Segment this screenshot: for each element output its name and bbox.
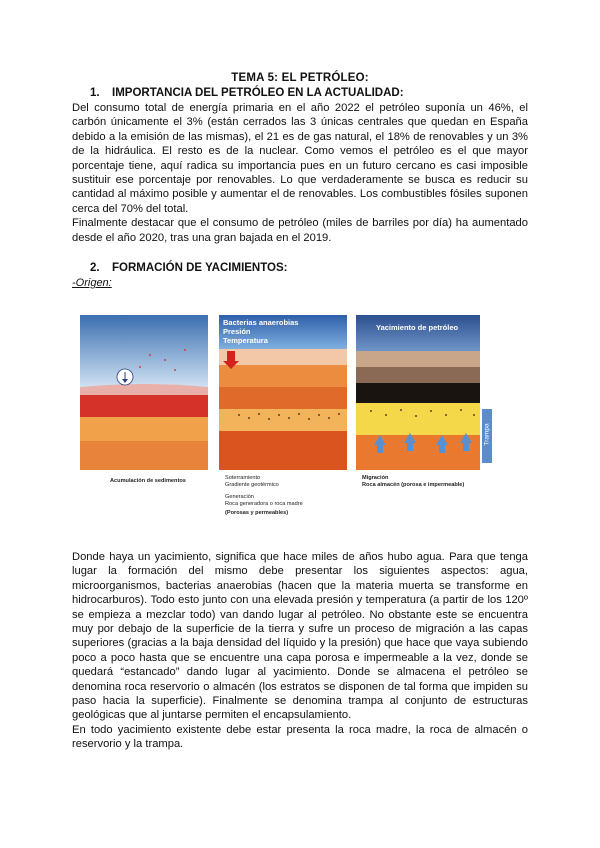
- panel-oil-deposit: [356, 315, 480, 470]
- paragraph-2: Finalmente destacar que el consumo de petróleo (miles de barriles por día) ha aumentado desde el año 2020, tras una gran bajada en el 2019.: [72, 217, 528, 244]
- panel-sediment-accumulation: [80, 315, 208, 470]
- origin-subheading: -Origen:: [72, 277, 112, 289]
- caption-burial-line-4: Generación: [225, 494, 254, 501]
- oil-formation-figure: [80, 315, 492, 527]
- caption-burial-line-5: Roca generadora o roca madre: [225, 500, 303, 507]
- panel-2-title: [223, 318, 298, 345]
- panel-2-title-line-1: Bacterias anaerobias: [223, 318, 299, 327]
- section-1-title: IMPORTANCIA DEL PETRÓLEO EN LA ACTUALIDAD:: [112, 87, 404, 99]
- paragraph-1: Del consumo total de energía primaria en el año 2022 el petróleo suponía un 46%, el carbón únicamente el 3% (están cerrados las 3 únicas centrales que quedan en España debido a la emisión de las mismas), el 21 es de gas natural, el 18% de renovables y un 3% de la hidráulica. El resto es de la nuclear. Como vemos el petróleo es el que mayor porcentaje tiene, aquí radica su importancia pues en un futuro cercano es casi imposible sustituir ese porcentaje por renovables. Lo que verdaderamente se busca es reducir su cantidad al máximo posible y aumentar el de renovables. Los combustibles fósiles suponen cerca del 70% del total.: [72, 102, 528, 215]
- trap-label: Trampa: [483, 423, 491, 446]
- section-2-number: 2.: [90, 262, 100, 274]
- caption-migration: [362, 475, 464, 488]
- caption-migration-line-2: Roca almacén (porosa e impermeable): [362, 481, 465, 488]
- caption-burial: [225, 475, 303, 517]
- caption-burial-line-1: Soterramiento: [225, 475, 261, 481]
- deposit-illustration: [356, 315, 480, 470]
- caption-burial-line-6: (Porosas y permeables): [225, 510, 289, 517]
- caption-sediment: Acumulación de sedimentos: [110, 478, 186, 484]
- paragraph-energy-consumption: [72, 101, 528, 245]
- section-1-heading: [90, 87, 404, 99]
- sediment-illustration: [80, 315, 208, 470]
- caption-burial-line-2: Gradiente geotérmico: [225, 481, 279, 488]
- panel-3-title: Yacimiento de petróleo: [376, 323, 459, 332]
- panel-2-title-line-2: Presión: [223, 327, 251, 336]
- section-2-heading: [90, 262, 288, 274]
- document-title: TEMA 5: EL PETRÓLEO:: [231, 72, 369, 84]
- section-2-title: FORMACIÓN DE YACIMIENTOS:: [112, 262, 288, 274]
- paragraph-formation: [72, 550, 528, 752]
- paragraph-4: En todo yacimiento existente debe estar presenta la roca madre, la roca de almacén o reservorio y la trampa.: [72, 723, 528, 751]
- trap-label-bar: [482, 409, 492, 463]
- panel-burial: [219, 315, 347, 470]
- paragraph-3: Donde haya un yacimiento, significa que hace miles de años hubo agua. Para que tenga lugar la formación del mismo debe presentar los siguientes aspectos: agua, microorganismos, bacterias anaerobias (hacen que la materia muerta se transforme en hidrocarburos). Todo esto junto con una elevada presión y temperatura (a partir de los 120º se empieza a mezclar todo) van dando lugar al petróleo. No obstante este se encuentra muy por debajo de la superficie de la tierra y sufre un proceso de migración a las capas superiores (gracias a la baja densidad del líquido y la presión) que hace que vaya subiendo poco a poco hasta que se encuentre una capa porosa e impermeable a la vez, donde se quedará “estancado” dando lugar al yacimiento. Donde se almacena el petróleo se denomina roca reservorio o almacén (los estratos se disponen de tal forma que impiden su paso hacia la superficie). Finalmente se denomina trampa al conjunto de estructuras geológicas que al juntarse permiten el encapsulamiento.: [72, 551, 528, 722]
- panel-2-title-line-3: Temperatura: [223, 336, 268, 345]
- caption-migration-line-1: Migración: [362, 475, 389, 481]
- section-1-number: 1.: [90, 87, 100, 99]
